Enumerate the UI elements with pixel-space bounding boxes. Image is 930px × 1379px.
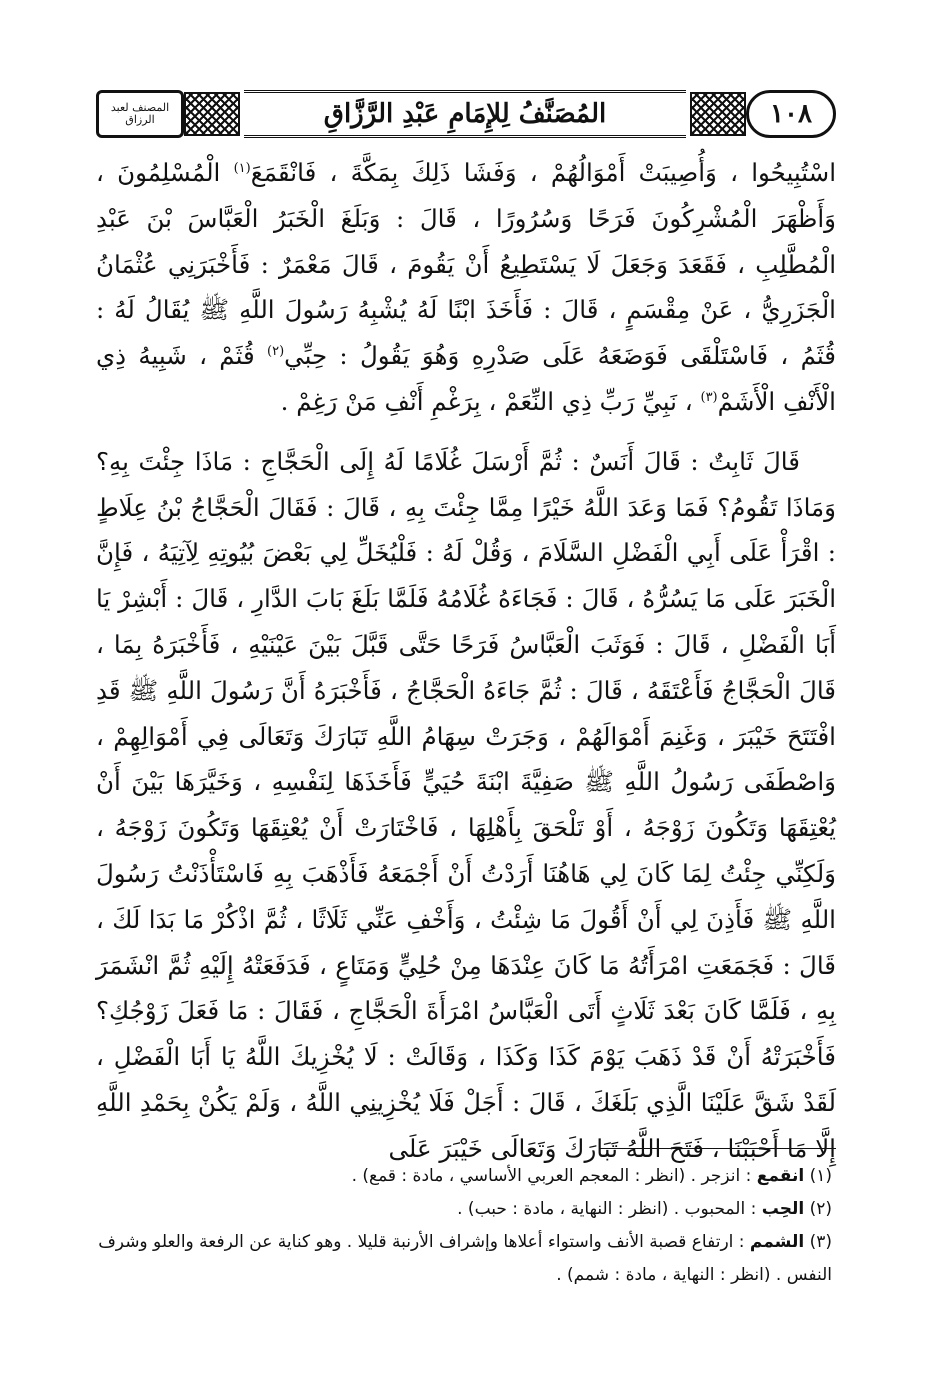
seal-text: المصنف لعبد الرزاق — [110, 101, 170, 126]
footnote-1-number: (١) — [809, 1166, 832, 1186]
paragraph-1-part-d: ، نَبِيِّ رَبِّ ذِي النِّعَمْ ، بِرَغْمِ أَنْفِ مَنْ رَغِمْ . — [280, 386, 701, 416]
footnote-2-term: الحِب — [761, 1199, 805, 1219]
paragraph-2: قَالَ ثَابِتٌ : قَالَ أَنَسٌ : ثُمَّ أَرْسَلَ غُلَامًا لَهُ إِلَى الْحَجَّاجِ : مَاذَا جِئْتَ بِهِ؟ وَمَاذَا تَقُومُ؟ فَمَا وَعَدَ اللَّهُ خَيْرًا مِمَّا جِئْتَ بِهِ ، قَالَ : فَقَالَ الْحَجَّاجُ بْنُ عِلَاطٍ : اقْرَأْ عَلَى أَبِي الْفَضْلِ السَّلَامَ ، وَقُلْ لَهُ : فَلْيُخَلِّ لِي بَعْضَ بُيُوتِهِ لِآتِيَهُ ، فَإِنَّ الْخَبَرَ عَلَى مَا يَسُرُّهُ ، قَالَ : فَجَاءَهُ غُلَامُهُ فَلَمَّا بَلَغَ بَابَ الدَّارِ ، قَالَ : أَبْشِرْ يَا أَبَا الْفَضْلِ ، قَالَ : فَوَثَبَ الْعَبَّاسُ فَرَحًا حَتَّى قَبَّلَ بَيْنَ عَيْنَيْهِ ، فَأَخْبَرَهُ بِمَا ، قَالَ الْحَجَّاجُ فَأَعْتَقَهُ ، قَالَ : ثُمَّ جَاءَهُ الْحَجَّاجُ ، فَأَخْبَرَهُ أَنَّ رَسُولَ اللَّهِ ﷺ قَدِ افْتَتَحَ خَيْبَرَ ، وَغَنِمَ أَمْوَالَهُمْ ، وَجَرَتْ سِهَامُ اللَّهِ تَبَارَكَ وَتَعَالَى فِي أَمْوَالِهِمْ ، وَاصْطَفَى رَسُولُ اللَّهِ ﷺ صَفِيَّةَ ابْنَةَ حُيَيٍّ فَأَخَذَهَا لِنَفْسِهِ ، وَخَيَّرَهَا بَيْنَ أَنْ يُعْتِقَهَا وَتَكُونَ زَوْجَهُ ، أَوْ تَلْحَقَ بِأَهْلِهَا ، فَاخْتَارَتْ أَنْ يُعْتِقَهَا وَتَكُونَ زَوْجَهُ ، وَلَكِنِّي جِئْتُ لِمَا كَانَ لِي هَاهُنَا أَرَدْتُ أَنْ أَجْمَعَهُ فَأَذْهَبَ بِهِ فَاسْتَأْذَنْتُ رَسُولَ اللَّهِ ﷺ فَأَذِنَ لِي أَنْ أَقُولَ مَا شِئْتُ ، وَأَخْفِ عَنِّي ثَلَاثًا ، ثُمَّ اذْكُرْ مَا بَدَا لَكَ ، قَالَ : فَجَمَعَتِ امْرَأَتُهُ مَا كَانَ عِنْدَهَا مِنْ حُلِيٍّ وَمَتَاعٍ ، فَدَفَعَتْهُ إِلَيْهِ ثُمَّ انْشَمَرَ بِهِ ، فَلَمَّا كَانَ بَعْدَ ثَلَاثٍ أَتَى الْعَبَّاسُ امْرَأَةَ الْحَجَّاجِ ، فَقَالَ : مَا فَعَلَ زَوْجُكِ؟ فَأَخْبَرَتْهُ أَنْ قَدْ ذَهَبَ يَوْمَ كَذَا وَكَذَا ، وَقَالَتْ : لَا يُخْزِيكَ اللَّهُ يَا أَبَا الْفَضْلِ ، لَقَدْ شَقَّ عَلَيْنَا الَّذِي بَلَغَكَ ، قَالَ : أَجَلْ فَلَا يُخْزِينِي اللَّهُ ، وَلَمْ يَكُنْ بِحَمْدِ اللَّهِ إِلَّا مَا أَحْبَبْنَا ، فَتَحَ اللَّهُ تَبَارَكَ وَتَعَالَى خَيْبَرَ عَلَى — [96, 446, 836, 1163]
running-title — [244, 90, 686, 138]
footnote-1-term: انقمع — [756, 1166, 805, 1186]
running-title-text: المُصَنَّفُ لِلإِمَامِ عَبْدِ الرَّزَّاقِ — [323, 99, 607, 129]
footnote-1 — [96, 1160, 836, 1193]
footnote-ref-3[interactable]: (٣) — [700, 389, 718, 405]
page-number: ١٠٨ — [770, 99, 812, 129]
paragraph-1-part-b: الْمُسْلِمُونَ ، وَأَظْهَرَ الْمُشْرِكُونَ فَرَحًا وَسُرُورًا ، قَالَ : وَبَلَغَ الْخَبَرُ الْعَبَّاسَ بْنَ عَبْدِ الْمُطَّلِبِ ، فَقَعَدَ وَجَعَلَ لَا يَسْتَطِيعُ أَنْ يَقُومَ ، قَالَ مَعْمَرٌ : فَأَخْبَرَنِي عُثْمَانُ الْجَزَرِيُّ ، عَنْ مِقْسَمٍ ، قَالَ : فَأَخَذَ ابْنًا لَهُ يُشْبِهُ رَسُولَ اللَّهِ ﷺ يُقَالُ لَهُ : قُثَمُ ، فَاسْتَلْقَى فَوَضَعَهُ عَلَى صَدْرِهِ وَهُوَ يَقُولُ : حِبِّي — [96, 158, 836, 371]
page-number-box — [746, 90, 836, 138]
footnote-ref-2[interactable]: (٢) — [267, 344, 285, 360]
book-seal — [96, 90, 184, 138]
footnote-3 — [96, 1226, 836, 1292]
footnotes — [96, 1160, 836, 1292]
footnote-2 — [96, 1193, 836, 1226]
footnote-1-text: : انزجر . (انظر : المعجم العربي الأساسي ، مادة : قمع) . — [351, 1166, 757, 1186]
footnote-3-number: (٣) — [809, 1232, 832, 1252]
paragraph-1-part-a: اسْتُبِيحُوا ، وَأُصِيبَتْ أَمْوَالُهُمْ ، وَفَشَا ذَلِكَ بِمَكَّةَ ، فَانْقَمَعَ — [250, 158, 837, 187]
footnote-2-text: : المحبوب . (انظر : النهاية ، مادة : حبب) . — [457, 1199, 762, 1219]
main-text — [96, 150, 836, 1172]
paragraph-1 — [96, 150, 836, 425]
ornament-left-icon — [184, 92, 240, 136]
page-header — [96, 88, 836, 140]
footnote-ref-1[interactable]: (١) — [233, 160, 251, 176]
footnote-divider — [600, 1148, 836, 1149]
ornament-right-icon — [690, 92, 746, 136]
footnote-3-text: : ارتفاع قصبة الأنف واستواء أعلاها وإشراف الأرنبة قليلا . وهو كناية عن الرفعة والعلو وشرف النفس . (انظر : النهاية ، مادة : شمم) . — [98, 1232, 832, 1285]
footnote-2-number: (٢) — [809, 1199, 832, 1219]
footnote-3-term: الشمم — [749, 1232, 805, 1252]
paragraph-1-part-c: قُثَمْ ، شَبِيهُ ذِي الْأَنْفِ الْأَشَمْ — [96, 341, 836, 416]
